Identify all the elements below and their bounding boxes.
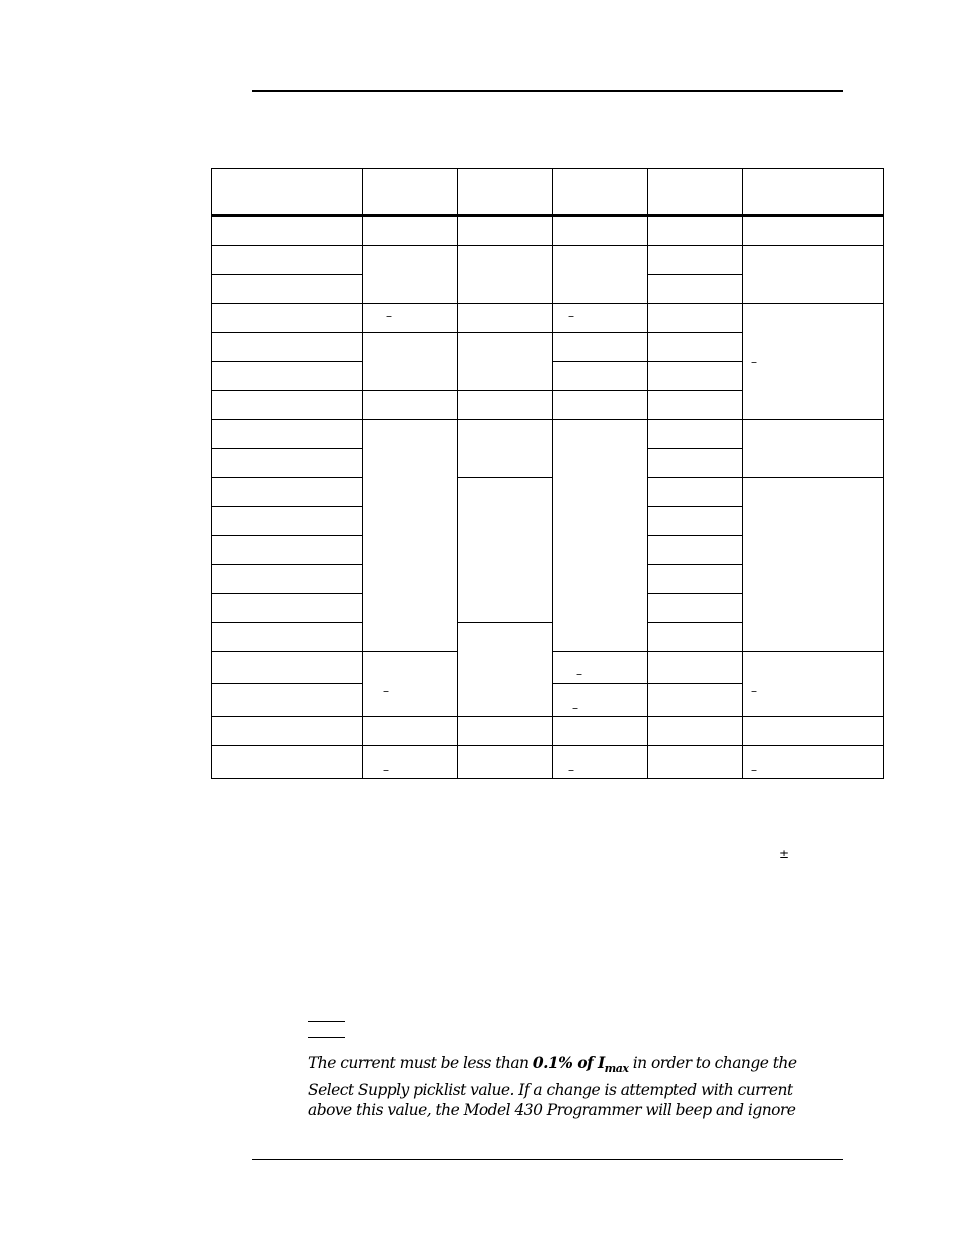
table-cell bbox=[553, 420, 648, 652]
table-cell bbox=[212, 623, 363, 652]
table-cell bbox=[363, 652, 458, 717]
dash-mark: – bbox=[572, 701, 578, 715]
note-text bbox=[308, 1053, 838, 1121]
header-cell bbox=[553, 169, 648, 216]
table-cell bbox=[212, 478, 363, 507]
table-row bbox=[212, 216, 884, 246]
table-cell bbox=[212, 684, 363, 717]
dash-mark: – bbox=[751, 355, 757, 369]
header-cell bbox=[458, 169, 553, 216]
table-cell bbox=[648, 478, 743, 507]
note-emphasis-text: 0.1% of I bbox=[532, 1053, 605, 1072]
table-cell bbox=[458, 623, 553, 717]
table-cell bbox=[363, 246, 458, 304]
table-cell bbox=[553, 246, 648, 304]
table-cell bbox=[212, 275, 363, 304]
note-subscript: max bbox=[604, 1062, 629, 1076]
header-cell bbox=[648, 169, 743, 216]
table-cell bbox=[648, 652, 743, 684]
table-header-row bbox=[212, 169, 884, 216]
table-cell bbox=[458, 420, 553, 478]
table-cell bbox=[458, 746, 553, 779]
table-cell bbox=[363, 216, 458, 246]
table-cell bbox=[212, 594, 363, 623]
table-cell bbox=[458, 391, 553, 420]
table-cell bbox=[743, 420, 884, 478]
header-cell bbox=[743, 169, 884, 216]
table-cell bbox=[212, 216, 363, 246]
table-cell bbox=[458, 478, 553, 623]
table-cell bbox=[458, 304, 553, 333]
table-cell bbox=[212, 507, 363, 536]
table-cell bbox=[212, 246, 363, 275]
table-row bbox=[212, 746, 884, 779]
footer-rule bbox=[252, 1159, 843, 1160]
table-row bbox=[212, 717, 884, 746]
table-cell bbox=[363, 333, 458, 391]
header-cell bbox=[363, 169, 458, 216]
dash-mark: – bbox=[383, 763, 389, 777]
table-cell bbox=[553, 333, 648, 362]
dash-mark: – bbox=[568, 309, 574, 323]
table-cell bbox=[553, 652, 648, 684]
note-rule bbox=[308, 1021, 345, 1022]
dash-mark: – bbox=[576, 667, 582, 681]
table-cell bbox=[648, 594, 743, 623]
table-cell bbox=[648, 623, 743, 652]
table-cell bbox=[212, 391, 363, 420]
table-cell bbox=[743, 216, 884, 246]
table-cell bbox=[363, 391, 458, 420]
table-cell bbox=[743, 652, 884, 717]
table-cell bbox=[648, 746, 743, 779]
table-cell bbox=[458, 717, 553, 746]
table-cell bbox=[743, 246, 884, 304]
table-cell bbox=[648, 449, 743, 478]
table-cell bbox=[458, 333, 553, 391]
table-cell bbox=[458, 246, 553, 304]
table-cell bbox=[648, 507, 743, 536]
table-cell bbox=[648, 216, 743, 246]
header-cell bbox=[212, 169, 363, 216]
table-cell bbox=[363, 420, 458, 652]
dash-mark: – bbox=[386, 309, 392, 323]
dash-mark: – bbox=[383, 684, 389, 698]
table-cell bbox=[553, 391, 648, 420]
table-cell bbox=[458, 216, 553, 246]
table-cell bbox=[363, 746, 458, 779]
table-cell bbox=[212, 304, 363, 333]
note-rule bbox=[308, 1037, 345, 1038]
table-cell bbox=[648, 565, 743, 594]
dash-mark: – bbox=[568, 763, 574, 777]
table-cell bbox=[648, 275, 743, 304]
table-cell bbox=[212, 536, 363, 565]
table-cell bbox=[743, 746, 884, 779]
table-cell bbox=[743, 478, 884, 652]
table-cell bbox=[212, 449, 363, 478]
table-row bbox=[212, 478, 884, 507]
table-cell bbox=[648, 333, 743, 362]
table-row bbox=[212, 420, 884, 449]
supply-table bbox=[211, 168, 884, 779]
note-emphasis bbox=[532, 1053, 629, 1076]
dash-mark: – bbox=[751, 763, 757, 777]
table-cell bbox=[212, 746, 363, 779]
note-line-3: above this value, the Model 430 Programmer will beep and ignore bbox=[308, 1101, 796, 1120]
header-rule bbox=[252, 90, 843, 92]
table-cell bbox=[743, 304, 884, 420]
table-cell bbox=[648, 246, 743, 275]
table-row bbox=[212, 304, 884, 333]
table-cell bbox=[212, 420, 363, 449]
table-cell bbox=[363, 304, 458, 333]
table-cell bbox=[553, 684, 648, 717]
table-cell bbox=[553, 717, 648, 746]
note-line-1 bbox=[308, 1053, 838, 1080]
table-cell bbox=[212, 717, 363, 746]
table-cell bbox=[648, 684, 743, 717]
table-cell bbox=[648, 717, 743, 746]
table-row bbox=[212, 246, 884, 275]
note-text-part: in order to change the bbox=[628, 1054, 797, 1072]
plus-minus-mark: ± bbox=[779, 847, 790, 861]
table-cell bbox=[212, 652, 363, 684]
table-cell bbox=[212, 565, 363, 594]
table-cell bbox=[363, 717, 458, 746]
note-line-2: Select Supply picklist value. If a change is attempted with current bbox=[308, 1080, 793, 1099]
table-cell bbox=[648, 391, 743, 420]
table-cell bbox=[648, 420, 743, 449]
table-cell bbox=[553, 216, 648, 246]
table-cell bbox=[553, 304, 648, 333]
table-cell bbox=[553, 746, 648, 779]
table-cell bbox=[212, 333, 363, 362]
dash-mark: – bbox=[751, 684, 757, 698]
note-text-part: The current must be less than bbox=[308, 1054, 533, 1072]
table-cell bbox=[648, 362, 743, 391]
table-cell bbox=[553, 362, 648, 391]
table-cell bbox=[648, 536, 743, 565]
table-cell bbox=[743, 717, 884, 746]
table-cell bbox=[212, 362, 363, 391]
table-cell bbox=[648, 304, 743, 333]
